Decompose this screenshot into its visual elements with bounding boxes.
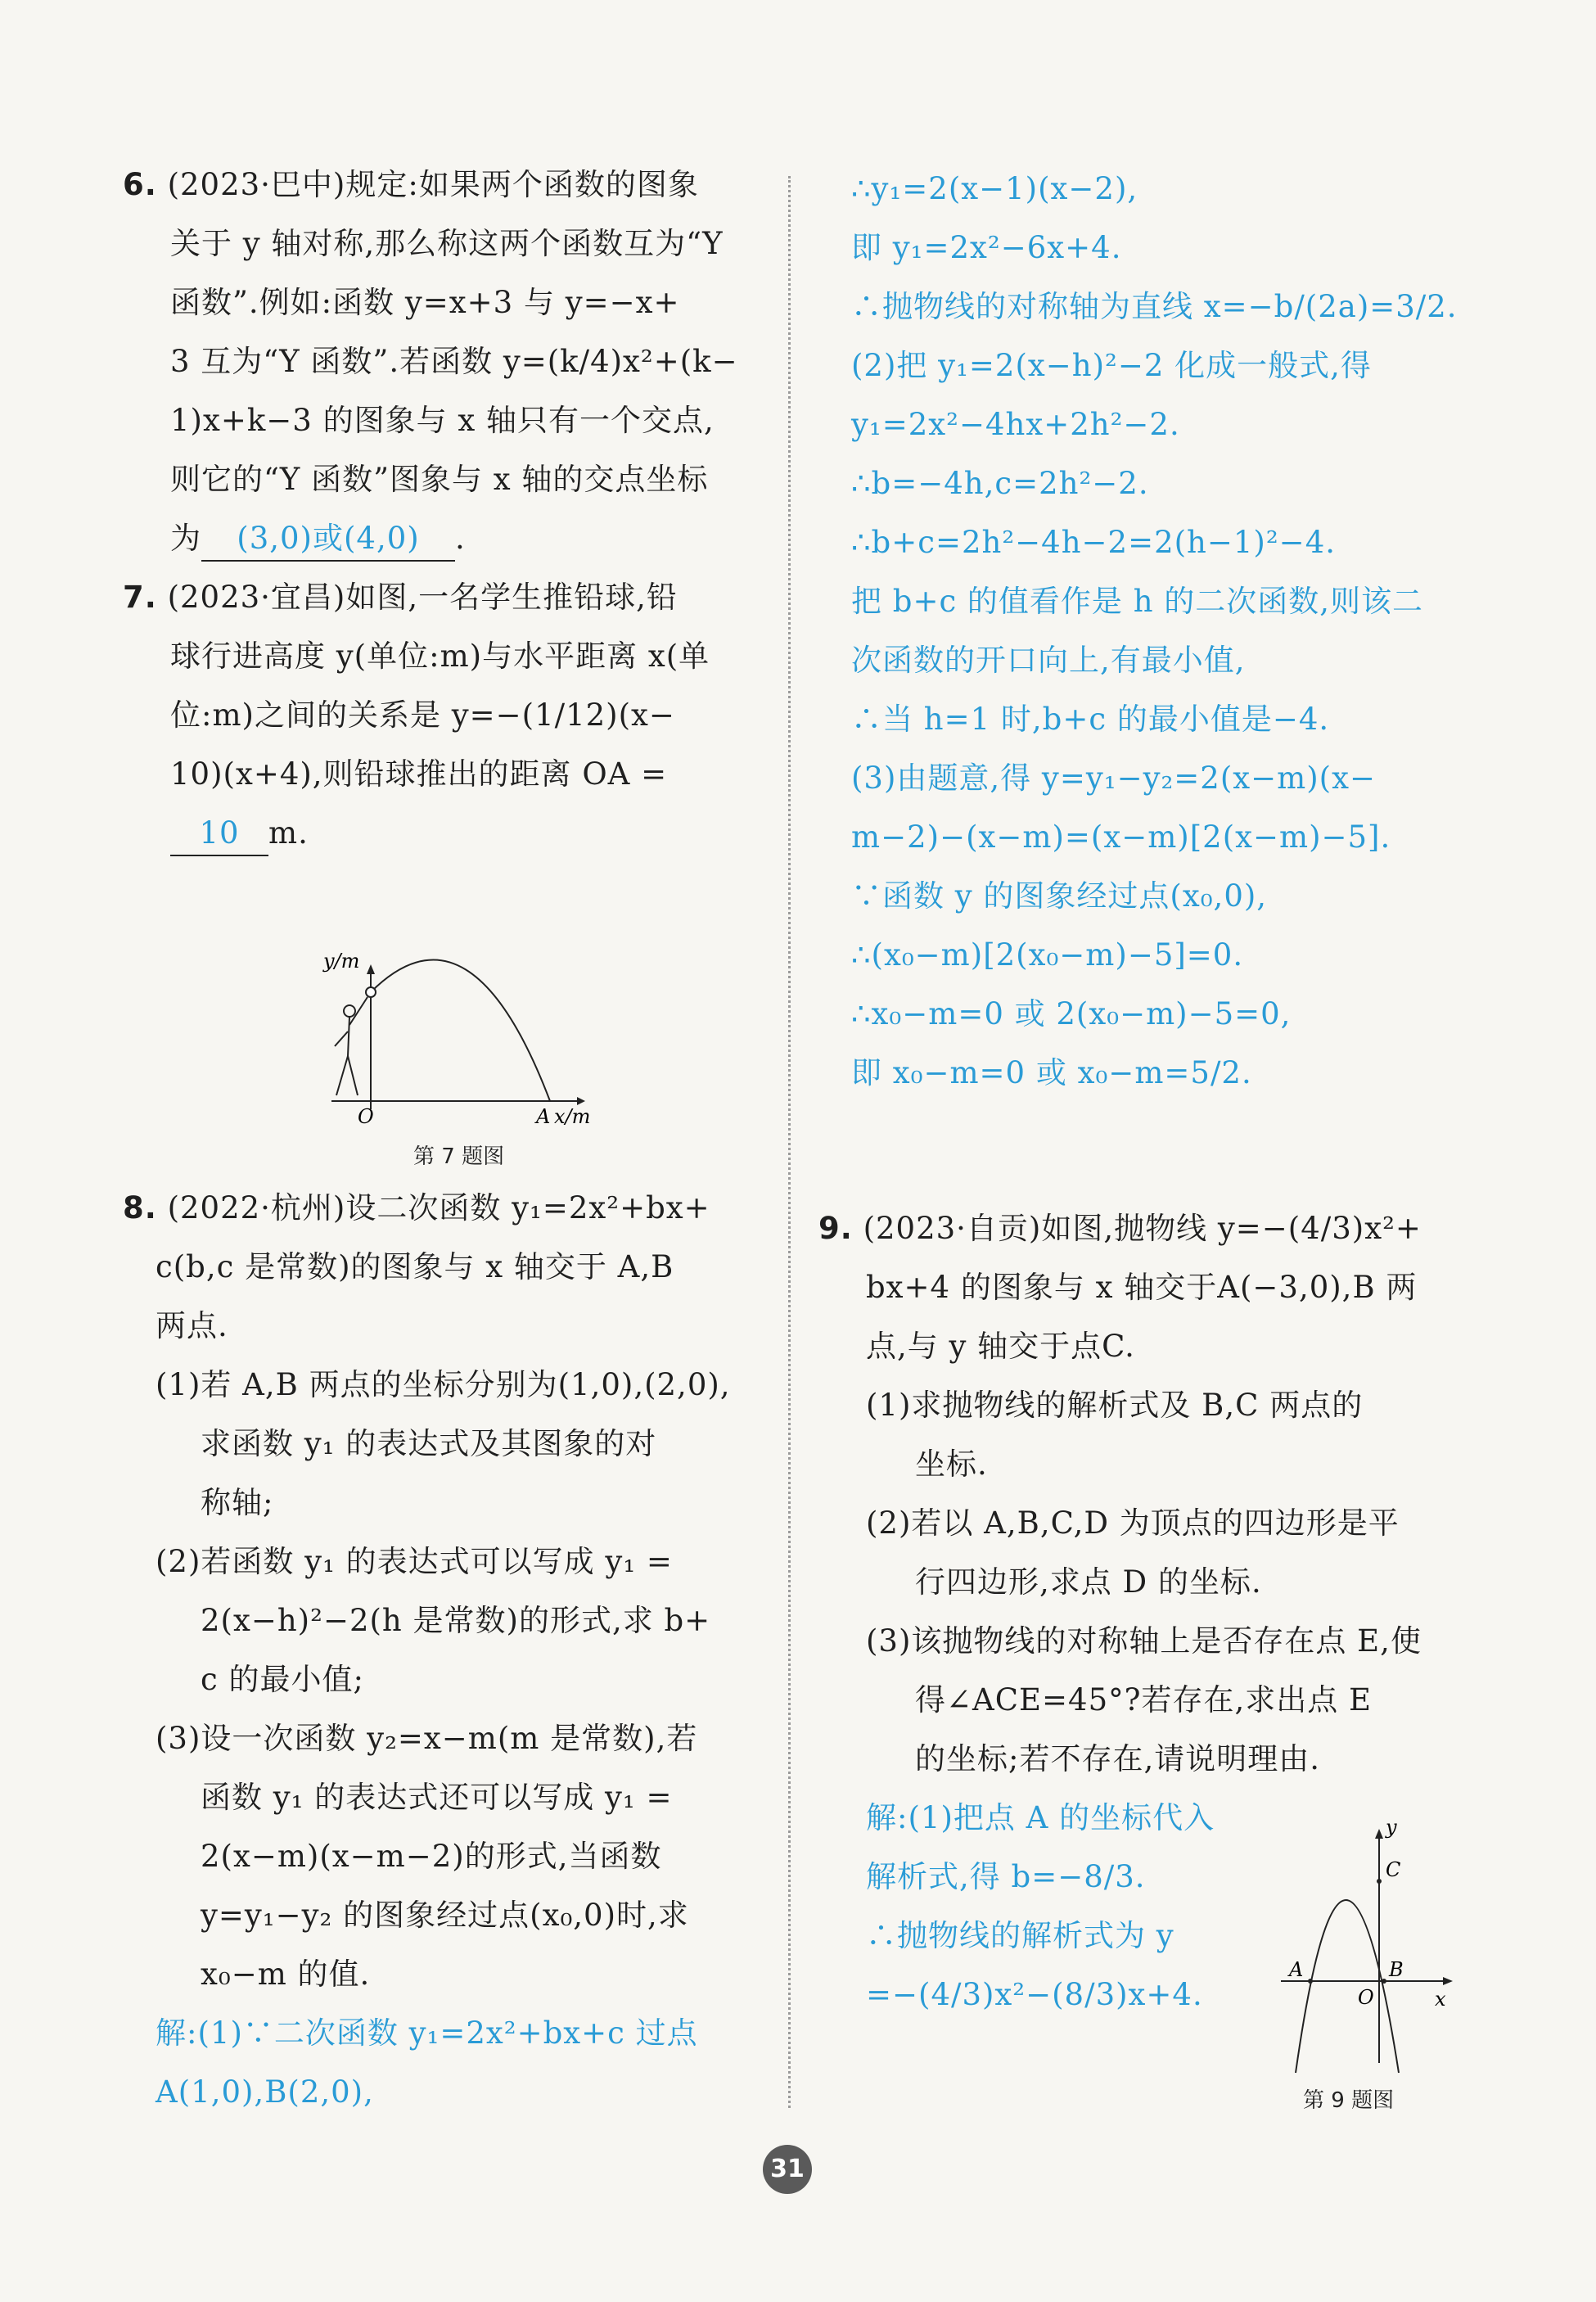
shot-ball bbox=[366, 987, 376, 997]
solution-line: ∵函数 y 的图象经过点(x₀,0), bbox=[851, 878, 1268, 914]
solution-line: ∴抛物线的对称轴为直线 x=−b/(2a)=3/2. bbox=[851, 289, 1458, 324]
text-line: 坐标. bbox=[915, 1447, 988, 1482]
text-line: 的坐标;若不存在,请说明理由. bbox=[915, 1741, 1320, 1776]
solution-line: (3)由题意,得 y=y₁−y₂=2(x−m)(x− bbox=[851, 761, 1376, 796]
solution-line: ∴b=−4h,c=2h²−2. bbox=[851, 466, 1149, 501]
point-a bbox=[1308, 1979, 1313, 1984]
x-axis-arrow bbox=[577, 1097, 585, 1105]
text-line: 两点. bbox=[156, 1308, 228, 1343]
question-number: 6. bbox=[123, 167, 157, 202]
text-line: bx+4 的图象与 x 轴交于A(−3,0),B 两 bbox=[866, 1270, 1418, 1305]
question-number: 8. bbox=[123, 1190, 157, 1225]
point-a-label: A bbox=[1289, 1958, 1304, 1981]
text-line: (1)求抛物线的解析式及 B,C 两点的 bbox=[866, 1388, 1364, 1423]
y-axis-arrow bbox=[367, 964, 375, 974]
text-line: 球行进高度 y(单位:m)与水平距离 x(单 bbox=[170, 639, 710, 674]
question-6 bbox=[123, 156, 761, 568]
x-axis-label: x bbox=[1435, 1988, 1446, 2011]
text-line: 求函数 y₁ 的表达式及其图象的对 bbox=[201, 1426, 657, 1461]
x-axis-arrow bbox=[1443, 1977, 1453, 1985]
solution-line: 解:(1)把点 A 的坐标代入 bbox=[866, 1800, 1215, 1835]
text-line: (2022·杭州)设二次函数 y₁=2x²+bx+ bbox=[167, 1190, 710, 1225]
question-number: 7. bbox=[123, 580, 157, 615]
text-fragment: m. bbox=[268, 815, 309, 851]
text-line: y=y₁−y₂ 的图象经过点(x₀,0)时,求 bbox=[201, 1898, 689, 1933]
text-line: 函数”.例如:函数 y=x+3 与 y=−x+ bbox=[170, 285, 680, 320]
text-line: (2023·巴中)规定:如果两个函数的图象 bbox=[167, 167, 699, 202]
question-7 bbox=[123, 568, 761, 863]
text-line: (1)若 A,B 两点的坐标分别为(1,0),(2,0), bbox=[156, 1367, 731, 1402]
text-line: (3)该抛物线的对称轴上是否存在点 E,使 bbox=[866, 1623, 1422, 1659]
answer-blank: (3,0)或(4,0) bbox=[201, 517, 455, 562]
solution-line: A(1,0),B(2,0), bbox=[156, 2074, 374, 2110]
text-line: 关于 y 轴对称,那么称这两个函数互为“Y bbox=[170, 226, 724, 261]
point-a-label: A bbox=[536, 1105, 551, 1128]
solution-line: ∴y₁=2(x−1)(x−2), bbox=[851, 171, 1138, 206]
question-number: 9. bbox=[818, 1211, 853, 1246]
parabola-curve bbox=[1296, 1900, 1399, 2073]
solution-line: ∴x₀−m=0 或 2(x₀−m)−5=0, bbox=[851, 996, 1292, 1031]
student-icon bbox=[335, 997, 367, 1095]
solution-line: 解:(1)∵二次函数 y₁=2x²+bx+c 过点 bbox=[156, 2015, 698, 2051]
text-line: (2023·宜昌)如图,一名学生推铅球,铅 bbox=[167, 580, 678, 615]
q8-solution-continued bbox=[851, 160, 1490, 1103]
origin-label: O bbox=[1358, 1986, 1374, 2009]
text-line: 1)x+k−3 的图象与 x 轴只有一个交点, bbox=[170, 403, 715, 438]
text-line: 位:m)之间的关系是 y=−(1/12)(x− bbox=[170, 697, 675, 733]
trajectory-curve bbox=[371, 960, 550, 1101]
solution-line: y₁=2x²−4hx+2h²−2. bbox=[851, 407, 1180, 442]
solution-line: ∴抛物线的解析式为 y bbox=[866, 1918, 1174, 1953]
figure-9-caption: 第 9 题图 bbox=[1303, 2088, 1395, 2113]
y-axis-label: y bbox=[1386, 1817, 1397, 1839]
solution-line: ∴b+c=2h²−4h−2=2(h−1)²−4. bbox=[851, 525, 1336, 560]
solution-line: (2)把 y₁=2(x−h)²−2 化成一般式,得 bbox=[851, 348, 1372, 383]
solution-line: 即 x₀−m=0 或 x₀−m=5/2. bbox=[851, 1055, 1252, 1090]
answer-blank: 10 bbox=[170, 812, 268, 856]
origin-label: O bbox=[358, 1105, 374, 1128]
text-line: 点,与 y 轴交于点C. bbox=[866, 1329, 1135, 1364]
solution-line: =−(4/3)x²−(8/3)x+4. bbox=[866, 1977, 1203, 2012]
figure-7-caption: 第 7 题图 bbox=[413, 1144, 505, 1169]
text-line: x₀−m 的值. bbox=[201, 1957, 371, 1992]
text-fragment: . bbox=[455, 521, 466, 556]
text-line: 称轴; bbox=[201, 1485, 274, 1520]
text-line: 2(x−h)²−2(h 是常数)的形式,求 b+ bbox=[201, 1603, 711, 1638]
text-line: (2)若以 A,B,C,D 为顶点的四边形是平 bbox=[866, 1505, 1400, 1541]
page-number: 31 bbox=[763, 2145, 812, 2194]
solution-line: 把 b+c 的值看作是 h 的二次函数,则该二 bbox=[851, 584, 1424, 619]
text-line: 行四边形,求点 D 的坐标. bbox=[915, 1564, 1262, 1600]
solution-line: ∴(x₀−m)[2(x₀−m)−5]=0. bbox=[851, 937, 1244, 973]
text-line: 则它的“Y 函数”图象与 x 轴的交点坐标 bbox=[170, 462, 709, 497]
text-line: c 的最小值; bbox=[201, 1662, 364, 1697]
solution-line: 解析式,得 b=−8/3. bbox=[866, 1859, 1146, 1894]
y-axis-arrow bbox=[1375, 1829, 1383, 1839]
text-line: (2023·自贡)如图,抛物线 y=−(4/3)x²+ bbox=[863, 1211, 1422, 1246]
question-8 bbox=[123, 1179, 761, 2122]
text-line: (2)若函数 y₁ 的表达式可以写成 y₁ = bbox=[156, 1544, 673, 1579]
solution-line: 即 y₁=2x²−6x+4. bbox=[851, 230, 1122, 265]
text-line: 函数 y₁ 的表达式还可以写成 y₁ = bbox=[201, 1780, 673, 1815]
text-line: 得∠ACE=45°?若存在,求出点 E bbox=[915, 1682, 1372, 1717]
solution-line: m−2)−(x−m)=(x−m)[2(x−m)−5]. bbox=[851, 819, 1391, 855]
column-divider bbox=[788, 176, 791, 2108]
point-b-label: B bbox=[1389, 1958, 1404, 1981]
figure-7-shotput bbox=[315, 950, 610, 1138]
figure-9-parabola bbox=[1273, 1817, 1469, 2079]
solution-line: 次函数的开口向上,有最小值, bbox=[851, 643, 1246, 678]
text-line: 10)(x+4),则铅球推出的距离 OA = bbox=[170, 756, 668, 792]
point-c bbox=[1377, 1879, 1382, 1884]
left-column bbox=[123, 156, 761, 863]
text-line: c(b,c 是常数)的图象与 x 轴交于 A,B bbox=[156, 1249, 674, 1284]
text-fragment: 为 bbox=[170, 521, 201, 556]
solution-line: ∴当 h=1 时,b+c 的最小值是−4. bbox=[851, 702, 1330, 737]
text-line: (3)设一次函数 y₂=x−m(m 是常数),若 bbox=[156, 1721, 698, 1756]
text-line: 3 互为“Y 函数”.若函数 y=(k/4)x²+(k− bbox=[170, 344, 738, 379]
x-axis-label: x/m bbox=[554, 1105, 591, 1128]
point-c-label: C bbox=[1386, 1858, 1401, 1881]
text-line: 2(x−m)(x−m−2)的形式,当函数 bbox=[201, 1839, 662, 1874]
point-b bbox=[1382, 1979, 1386, 1984]
y-axis-label: y/m bbox=[323, 950, 360, 973]
